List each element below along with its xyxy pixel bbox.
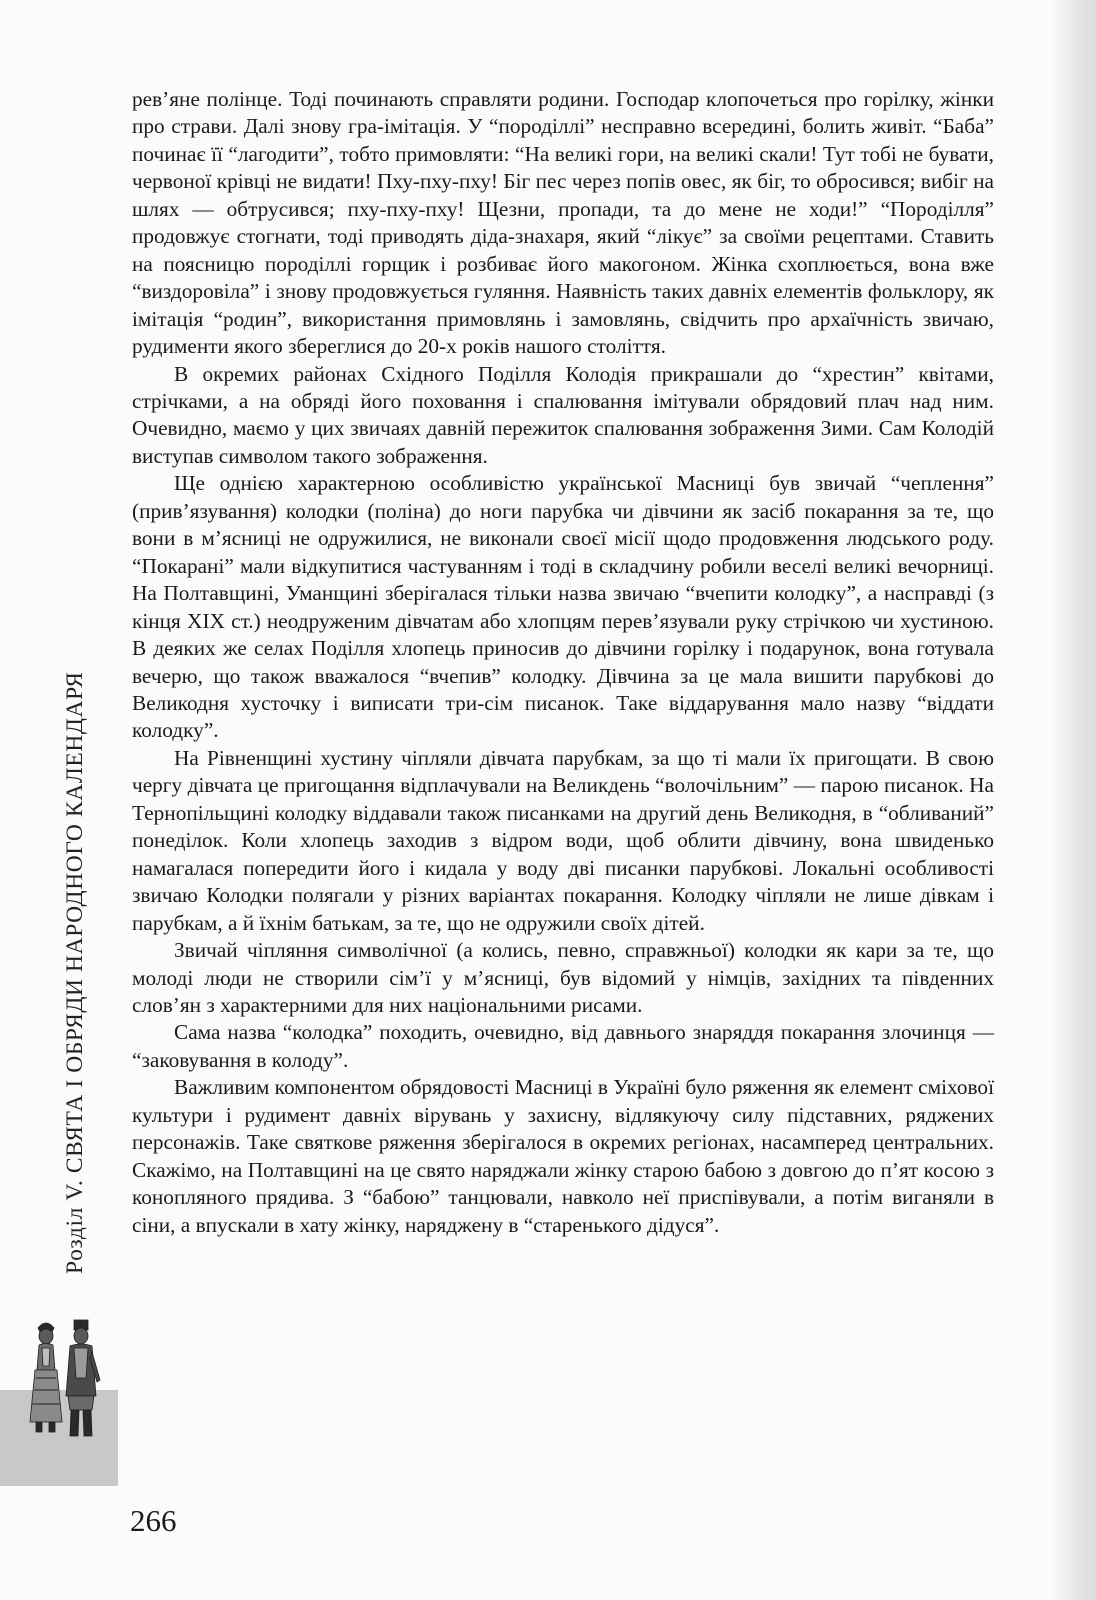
paragraph-4: На Рівненщині хустину чіпляли дівчата парубкам, за що ті мали їх пригощати. В свою чергу дівчата це пригощання відплачували на Великдень “волочільним” — парою писанок. На Тернопільщині колодку віддавали також писанками на другий день Великодня, в “обливаний” понеділок. Коли хлопець заходив з відром води, щоб облити дівчину, вона швиденько намагалася попередити його і кидала у воду дві писанки парубкові. Локальні особливості звичаю Колодки полягали у різних варіантах покарання. Колодку чіпляли не лише дівкам і парубкам, а й їхнім батькам, за те, що не одружили своїх дітей. bbox=[132, 745, 994, 935]
chapter-running-title: Розділ V. СВЯТА І ОБРЯДИ НАРОДНОГО КАЛЕНДАРЯ bbox=[62, 671, 88, 1274]
page-number: 266 bbox=[130, 1503, 177, 1538]
chapter-sidebar bbox=[0, 0, 120, 1600]
paragraph-6: Сама назва “колодка” походить, очевидно, від давнього знаряддя покарання злочинця — “заковування в колоду”. bbox=[132, 1020, 994, 1072]
folk-couple-illustration-icon bbox=[24, 1318, 104, 1446]
paragraph-1: рев’яне полінце. Тоді починають справляти родини. Господар клопочеться про горілку, жінки про страви. Далі знову гра-імітація. У “породіллі” несправно всередині, болить живіт. “Баба” починає її “лагодити”, тобто примовляти: “На великі гори, на великі скали! Тут тобі не бувати, червоної крівці не видати! Пху-пху-пху! Біг пес через попів овес, як біг, то обросився; вибіг на шлях — обтрусився; пху-пху-пху! Щезни, пропади, та до мене не ходи!” “Породілля” продовжує стогнати, тоді приводять діда-знахаря, який “лікує” за своїми рецептами. Ставить на поясницю породіллі горщик і розбиває його макогоном. Жінка схоплюється, вона вже “виздоровіла” і знову продовжується гуляння. Наявність таких давніх елементів фольклору, як імітація “родин”, використання примовлянь і замовлянь, свідчить про архаїчність звичаю, рудименти якого збереглися до 20-х років нашого століття. bbox=[132, 87, 994, 359]
paragraph-3: Ще однією характерною особливістю української Масниці був звичай “чеплення” (прив’язування) колодки (поліна) до ноги парубка чи дівчини як засіб покарання за те, що вони в м’ясниці не одружилися, не виконали своєї місії щодо продовження людського роду. “Покарані” мали відкупитися частуванням і тоді в складчину робили веселі великі вечорниці. На Полтавщині, Уманщині зберігалася тільки назва звичаю “вчепити колодку”, а насправді (з кінця XIX ст.) неодруженим дівчатам або хлопцям перев’язували руку стрічкою чи хустиною. В деяких же селах Поділля хлопець приносив до дівчини горілку і подарунок, вона готувала вечерю, що також вважалося “вчепив” колодку. Дівчина за це мала вишити парубкові до Великодня хусточку і виписати три-сім писанок. Таке віддарування мало назву “віддати колодку”. bbox=[132, 471, 994, 743]
body-text bbox=[132, 86, 994, 1239]
page-gutter-shadow bbox=[1050, 0, 1096, 1600]
paragraph-7: Важливим компонентом обрядовості Масниці в Україні було ряження як елемент сміхової культури і рудимент давніх вірувань у захисну, відлякуючу силу підставних, ряджених персонажів. Таке святкове ряження зберігалося в окремих регіонах, насамперед центральних. Скажімо, на Полтавщині на це свято наряджали жінку старою бабою з довгою до п’ят косою з конопляного прядива. З “бабою” танцювали, навколо неї приспівували, а потім виганяли в сіни, а впускали в хату жінку, наряджену в “старенького дідуся”. bbox=[132, 1075, 994, 1237]
paragraph-5: Звичай чіпляння символічної (а колись, певно, справжньої) колодки як кари за те, що молоді люди не створили сім’ї у м’ясниці, був відомий у німців, західних та південних слов’ян з характерними для них національними рисами. bbox=[132, 938, 994, 1017]
paragraph-2: В окремих районах Східного Поділля Колодія прикрашали до “хрестин” квітами, стрічками, а на обряді його поховання і спалювання імітували обрядовий плач над ним. Очевидно, маємо у цих звичаях давній пережиток спалювання зображення Зими. Сам Колодій виступав символом такого зображення. bbox=[132, 361, 994, 468]
